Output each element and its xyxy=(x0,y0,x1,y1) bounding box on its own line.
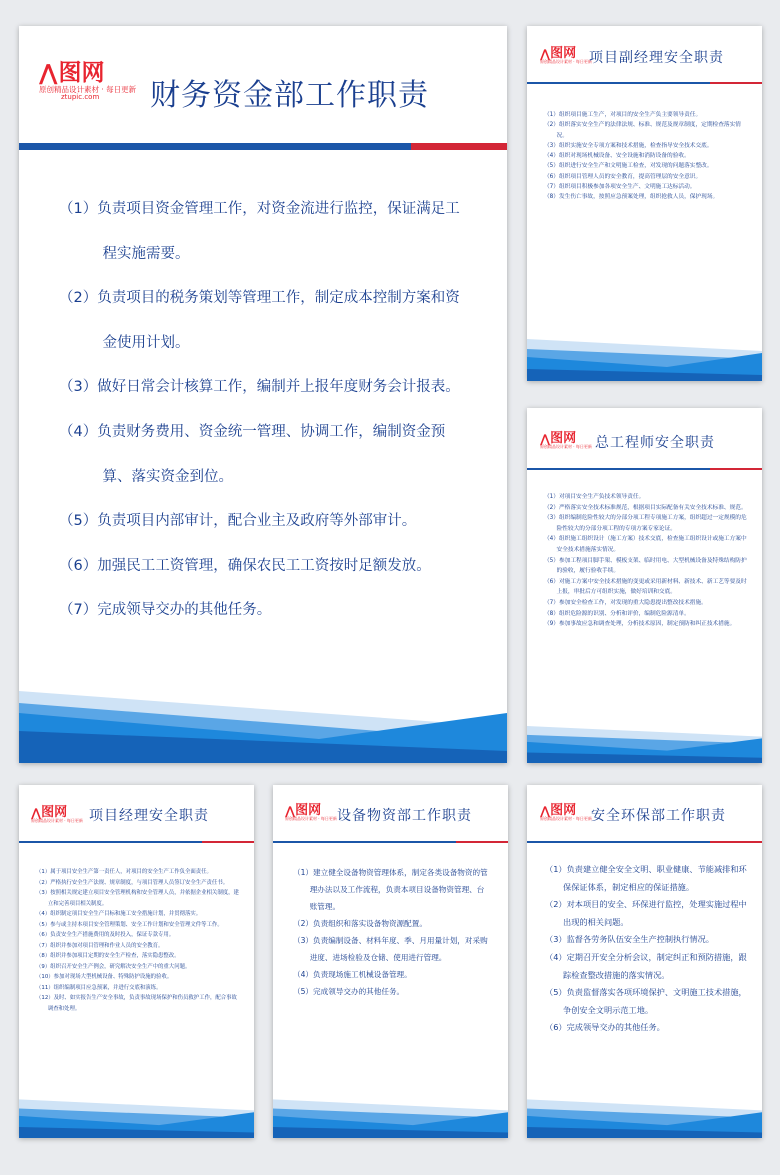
duty-list xyxy=(544,110,749,203)
duty-list xyxy=(293,864,490,1000)
brand-mark-icon: ⋀ xyxy=(285,803,296,818)
board-equipment xyxy=(273,785,508,1138)
board-title: 项目副经理安全职责 xyxy=(589,50,724,66)
duty-item: （2）组织落实安全生产的法律法规、标准、规范及规章制度，定期检查落实情况。 xyxy=(544,122,741,139)
duty-item: （4）组织施工组织设计（施工方案）技术交底，检查施工组织设计或施工方案中安全技术措施落实情况。 xyxy=(544,536,747,553)
header-stripe xyxy=(527,82,762,84)
brand-mark-icon: ⋀ xyxy=(540,431,551,446)
duty-list xyxy=(59,187,464,633)
brand-mark-icon: ⋀ xyxy=(540,803,551,818)
duty-item: （12）及时、如实报告生产安全事故，负责事故现场保护和伤员救护工作，配合事故调查和处理。 xyxy=(36,995,237,1012)
brand-mark-icon: ⋀ xyxy=(540,46,551,61)
board-title: 安全环保部工作职责 xyxy=(591,808,726,824)
duty-item: （3）组织实施安全专项方案和技术措施，检查指导安全技术交底。 xyxy=(544,142,713,149)
duty-item: （1）负责建立健全安全文明、职业健康、节能减排和环保保证体系，制定相应的保证措施。 xyxy=(545,864,747,892)
decorative-wave xyxy=(19,1092,254,1138)
brand-tagline: 原创精品设计素材 · 每日更新 xyxy=(285,816,337,821)
duty-item: （8）组织危险源的识别、分析和评价，编制危险源清单。 xyxy=(544,610,690,617)
duty-item: （2）严格执行安全生产法规、规章制度，与项目管理人员签订安全生产责任书。 xyxy=(36,879,229,886)
board-project-manager xyxy=(19,785,254,1138)
brand-name: 图网 xyxy=(295,803,322,818)
brand-name: 图网 xyxy=(41,805,68,820)
duty-list xyxy=(544,492,749,630)
duty-item: （4）定期召开安全分析会议，制定纠正和预防措施，跟踪检查整改措施的落实情况。 xyxy=(545,951,747,980)
board-title: 设备物资部工作职责 xyxy=(337,808,472,824)
board-title: 项目经理安全职责 xyxy=(89,808,209,824)
duty-item: （5）参加工程项目脚手架、模板支架、临时用电、大型机械设备及特殊结构防护的验收，履行验收手续。 xyxy=(544,557,747,575)
duty-item: （1）负责项目资金管理工作，对资金流进行监控，保证满足工程实施需要。 xyxy=(59,201,460,262)
duty-item: （1）建立健全设备物资管理体系，制定各类设备物资的管理办法以及工作流程，负责本项目设备物资管理、台账管理。 xyxy=(293,868,488,911)
decorative-wave xyxy=(19,673,507,763)
duty-item: （5）完成领导交办的其他任务。 xyxy=(293,987,405,996)
duty-item: （7）组织并参加对项目管理和作业人员的安全教育。 xyxy=(36,942,164,949)
duty-list xyxy=(545,861,747,1037)
duty-item: （7）参加安全检查工作，对发现的重大隐患提出整改技术措施。 xyxy=(544,599,707,606)
brand-logo xyxy=(285,804,337,822)
duty-item: （7）组织项目积极参加各项安全生产、文明施工达标活动。 xyxy=(544,184,696,191)
brand-url: ztupic.com xyxy=(61,93,100,101)
duty-item: （3）负责编制设备、材料年度、季、月用量计划，对采购进度、进场检验及仓储、使用进行管理。 xyxy=(293,936,488,962)
duty-item: （8）发生伤亡事故，按照应急预案处理，组织抢救人员，保护现场。 xyxy=(544,194,719,201)
duty-item: （1）组织项目施工生产，对项目的安全生产负主要领导责任。 xyxy=(544,112,702,118)
duty-item: （1）对项目安全生产负技术领导责任。 xyxy=(544,494,645,500)
board-title: 财务资金部工作职责 xyxy=(150,78,429,113)
brand-tagline: 原创精品设计素材 · 每日更新 xyxy=(540,444,592,449)
board-chief-engineer xyxy=(527,408,762,763)
board-title: 总工程师安全职责 xyxy=(595,435,715,451)
brand-tagline: 原创精品设计素材 · 每日更新 xyxy=(540,816,592,821)
duty-item: （6）完成领导交办的其他任务。 xyxy=(545,1022,665,1033)
decorative-wave xyxy=(527,719,762,763)
duty-item: （1）属于项目安全生产第一责任人，对项目的安全生产工作负全面责任。 xyxy=(36,869,212,875)
brand-logo xyxy=(540,432,592,450)
duty-item: （5）负责项目内部审计，配合业主及政府等外部审计。 xyxy=(59,513,417,530)
header-stripe xyxy=(19,841,254,843)
duty-item: （9）组织召开安全生产例会，研究解决安全生产中的重大问题。 xyxy=(36,963,191,970)
duty-item: （6）对施工方案中安全技术措施的变更或采用新材料、新技术、新工艺等要及时上报，审批后方可组织实施，做好培训和交底。 xyxy=(544,578,747,596)
duty-item: （11）组织编制项目应急预案，并进行交底和演练。 xyxy=(36,984,162,991)
board-deputy-manager xyxy=(527,26,762,381)
duty-item: （4）组织对现场机械设备、安全设施和消防设备的验收。 xyxy=(544,153,690,160)
duty-item: （7）完成领导交办的其他任务。 xyxy=(59,602,272,619)
duty-item: （2）负责组织和落实设备物资源配置。 xyxy=(293,919,427,928)
header-stripe xyxy=(273,841,508,843)
duty-item: （6）负责安全生产措施费用的及时投入，保证专款专用。 xyxy=(36,932,175,938)
duty-item: （10）参加对现场大型机械设备、特殊防护设施的验收。 xyxy=(36,974,173,980)
brand-name: 图网 xyxy=(58,60,105,86)
decorative-wave xyxy=(527,1092,762,1138)
duty-list xyxy=(36,867,241,1014)
brand-logo xyxy=(31,806,83,824)
duty-item: （3）监督各劳务队伍安全生产控制执行情况。 xyxy=(545,934,714,945)
duty-item: （6）组织项目管理人员的安全教育，提高管理层的安全意识。 xyxy=(544,173,702,180)
brand-logo xyxy=(39,62,136,102)
duty-item: （5）组织进行安全生产和文明施工检查，对发现的问题落实整改。 xyxy=(544,163,713,170)
duty-item: （3）做好日常会计核算工作，编制并上报年度财务会计报表。 xyxy=(59,379,460,396)
duty-item: （4）组织制定项目安全生产目标和施工安全措施计划，并贯彻落实。 xyxy=(36,911,202,917)
duty-item: （3）按照相关规定建立项目安全管理机构和安全管理人员，并依据企业相关制度，建立和完善项目相关制度。 xyxy=(36,890,239,907)
duty-item: （6）加强民工工资管理，确保农民工工资按时足额发放。 xyxy=(59,557,431,574)
header-stripe xyxy=(527,841,762,843)
brand-name: 图网 xyxy=(550,431,577,446)
brand-tagline: 原创精品设计素材 · 每日更新 xyxy=(540,59,592,64)
brand-mark-icon: ⋀ xyxy=(39,60,58,86)
duty-item: （4）负责现场施工机械设备管理。 xyxy=(293,970,412,979)
brand-name: 图网 xyxy=(550,46,577,61)
header-stripe xyxy=(19,143,507,150)
brand-tagline: 原创精品设计素材 · 每日更新 xyxy=(31,818,83,823)
decorative-wave xyxy=(273,1092,508,1138)
board-environment xyxy=(527,785,762,1138)
duty-item: （5）参与或主持本项目安全管理策划、安全工作计划和安全管理文件等工作。 xyxy=(36,921,223,928)
brand-name: 图网 xyxy=(550,803,577,818)
brand-logo xyxy=(540,47,592,65)
duty-item: （5）负责监督落实各项环境保护、文明施工技术措施，争创安全文明示范工地。 xyxy=(545,987,747,1015)
duty-item: （2）负责项目的税务策划等管理工作，制定成本控制方案和资金使用计划。 xyxy=(59,290,460,351)
duty-item: （3）组织编制危险性较大的分部分项工程专项施工方案，组织超过一定规模的危险性较大的分部分项工程的专项方案专家论证。 xyxy=(544,515,747,532)
header-stripe xyxy=(527,468,762,470)
duty-item: （2）对本项目的安全、环保进行监控，处理实施过程中出现的相关问题。 xyxy=(545,899,747,927)
brand-mark-icon: ⋀ xyxy=(31,805,42,820)
brand-tagline: 原创精品设计素材 · 每日更新 xyxy=(39,85,137,94)
duty-item: （4）负责财务费用、资金统一管理、协调工作，编制资金预算、落实资金到位。 xyxy=(59,423,446,485)
duty-item: （9）参加事故应急和调查处理，分析技术原因，制定预防和纠正技术措施。 xyxy=(544,621,736,628)
decorative-wave xyxy=(527,331,762,381)
duty-item: （8）组织并参加项目定期的安全生产检查，落实隐患整改。 xyxy=(36,953,180,959)
brand-logo xyxy=(540,804,592,822)
board-finance xyxy=(19,26,507,763)
duty-item: （2）严格落实安全技术标准规范，根据项目实际配备有关安全技术标准、规范。 xyxy=(544,504,747,511)
